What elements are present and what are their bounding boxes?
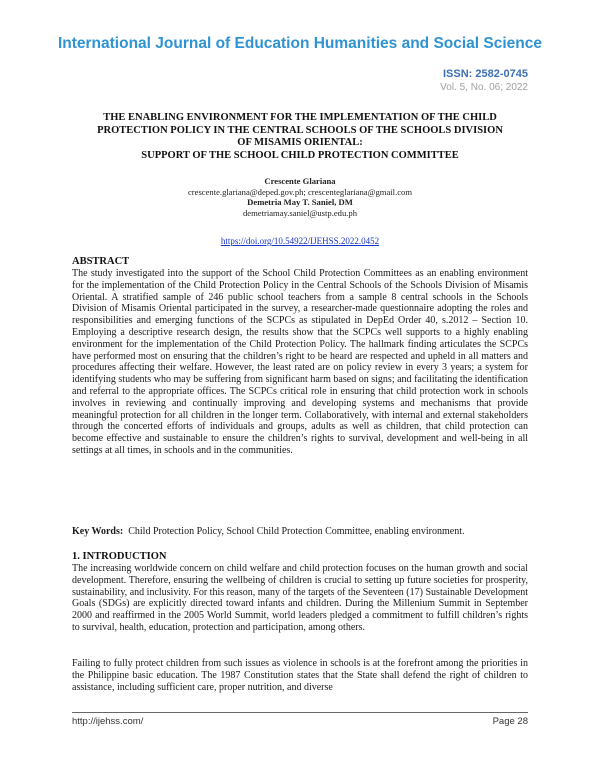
footer-url[interactable]: http://ijehss.com/ xyxy=(72,716,144,727)
author-email: crescente.glariana@deped.gov.ph; crescenteglariana@gmail.com xyxy=(187,186,413,197)
paper-title xyxy=(60,112,540,162)
issn: ISSN: 2582-0745 xyxy=(443,68,528,80)
volume-info: Vol. 5, No. 06; 2022 xyxy=(440,82,528,93)
doi-link[interactable]: https://doi.org/10.54922/IJEHSS.2022.0452 xyxy=(220,236,380,246)
introduction-heading: 1. INTRODUCTION xyxy=(72,551,167,562)
introduction-paragraph: The increasing worldwide concern on child welfare and child protection focuses on the human growth and social development. Therefore, ensuring the wellbeing of children is crucial to setting up future societies for prosperity, sustainability, and inclusivity. For this reason, many of the targets of the Seventeen (17) Sustainable Development Goals (SDGs) are explicitly directed toward infants and children. During the Millenium Summit in September 2000 and reaffirmed in the 2005 World Summit, world leaders pledged a commitment to fulfill children’s rights to survival, health, education, protection and participation, among others. xyxy=(72,563,528,633)
footer-divider xyxy=(72,712,528,713)
page-number: Page 28 xyxy=(492,716,528,727)
title-line: PROTECTION POLICY IN THE CENTRAL SCHOOLS OF THE SCHOOLS DIVISION xyxy=(97,124,503,136)
author-name: Demetria May T. Saniel, DM xyxy=(247,197,353,207)
author-block xyxy=(60,176,540,218)
abstract-heading: ABSTRACT xyxy=(72,256,130,267)
abstract-text: The study investigated into the support of the School Child Protection Committees as an enabling environment for the implementation of the Child Protection Policy in the Central Schools of the Schools Division of Misamis Oriental. A stratified sample of 246 public school teachers from a sample 8 central schools in the Schools Division of Misamis Oriental participated in the survey, a researcher-made questionnaire adopting the roles and responsibilities and emerging functions of the SCPCs as stipulated in DepEd Order 40, s.2012 – Section 10. Employing a descriptive research design, the results show that the SCPCs well supports to a highly enabling environment for the implementation of the Child Protection Policy. The hallmark finding articulates the SCPCs have performed most on ensuring that the children’s right to be heard are respected and upheld in all matters and procedures affecting their welfare. However, the least rated are on policy review in every 3 years; a system for identifying students who may be suffering from significant harm based on signs; and facilitating the identification and referral to the appropriate offices. The SCPCs critical role in ensuring that child protection work in schools involves in reviewing and continually improving and developing systems and mechanisms that provide meaningful protection for all children in the longer term. Collaboratively, with internal and external stakeholders through the concerted efforts of individuals and groups, adults as well as children, that child protection can become effective and sustainable to ensure the children’s rights to survival, development and well-being in all settings at all times, in schools and in the communities. xyxy=(72,268,528,456)
keywords-text: Child Protection Policy, School Child Protection Committee, enabling environment. xyxy=(128,526,465,537)
author-email: demetriamay.saniel@ustp.edu.ph xyxy=(242,207,358,218)
keywords: Key Words: Child Protection Policy, School Child Protection Committee, enabling environment. xyxy=(72,526,465,537)
author-name: Crescente Glariana xyxy=(264,176,336,186)
keywords-label: Key Words xyxy=(72,526,120,537)
journal-title: International Journal of Education Humanities and Social Science xyxy=(57,35,543,52)
title-line: SUPPORT OF THE SCHOOL CHILD PROTECTION COMMITTEE xyxy=(141,149,459,161)
introduction-paragraph: Failing to fully protect children from such issues as violence in schools is at the forefront among the priorities in the Philippine basic education. The 1987 Constitution states that the State shall defend the right of children to assistance, including sufficient care, proper nutrition, and diverse xyxy=(72,658,528,693)
title-line: OF MISAMIS ORIENTAL: xyxy=(237,137,363,148)
title-line: THE ENABLING ENVIRONMENT FOR THE IMPLEMENTATION OF THE CHILD xyxy=(103,112,497,123)
